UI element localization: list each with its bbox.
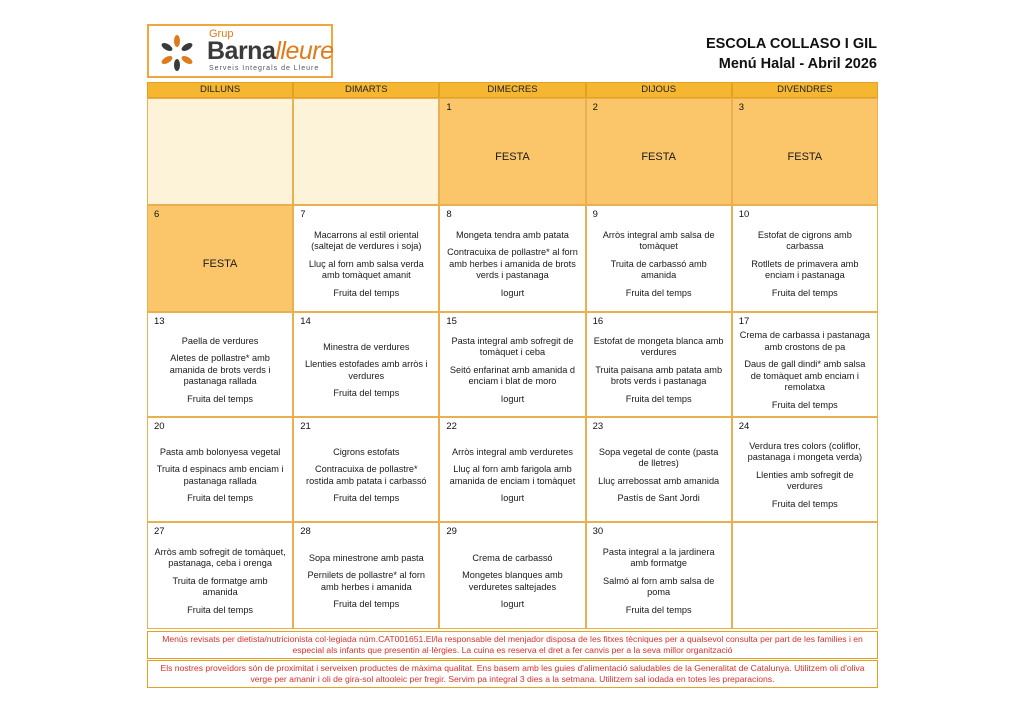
school-name: ESCOLA COLLASO I GIL (705, 36, 877, 52)
dish-item: Estofat de cigrons amb carbassa (757, 229, 852, 252)
day-cell (293, 205, 439, 312)
day-cell (147, 417, 293, 522)
dish-item: Pasta integral amb sofregit de tomàquet i ceba (451, 335, 574, 358)
logo-brand-part1: Barna (207, 37, 276, 65)
day-number: 21 (300, 421, 311, 432)
dish-item: Contracuixa de pollastre* rostida amb patata i carbassó (306, 464, 427, 486)
weekday-header: DIVENDRES (732, 82, 878, 98)
day-cell (147, 312, 293, 417)
dish-item: Fruita del temps (771, 399, 838, 410)
day-cell (293, 417, 439, 522)
day-cell (293, 522, 439, 629)
dish-item: Fruita del temps (625, 287, 692, 298)
day-cell (586, 417, 732, 522)
weekday-header-row (147, 82, 878, 98)
dish-item: Lluç al forn amb salsa verda amb tomàquet amanit (308, 258, 424, 281)
dish-item: Llenties amb sofregit de verdures (756, 469, 854, 492)
dish-item: Cigrons estofats (333, 446, 400, 457)
dish-item: Fruita del temps (333, 388, 400, 398)
dish-item: Iogurt (500, 287, 525, 298)
weekday-header: DILLUNS (147, 82, 293, 98)
dish-item: Arròs amb sofregit de tomàquet, pastanaga, ceba i orenga (154, 546, 286, 569)
empty-cell (732, 522, 878, 629)
dish-item: Salmó al forn amb salsa de poma (602, 575, 715, 598)
day-number: 3 (738, 102, 745, 113)
day-number: 10 (738, 209, 750, 220)
page-title-block (706, 34, 877, 74)
day-number: 28 (300, 526, 311, 537)
dish-item: Fruita del temps (333, 493, 400, 503)
day-number: 20 (154, 421, 165, 432)
day-number: 22 (446, 421, 457, 432)
menu-title: Menú Halal - Abril 2026 (718, 56, 877, 72)
dish-item: Llenties estofades amb arròs i verdures (304, 359, 428, 381)
holiday-label: FESTA (495, 150, 530, 163)
day-number: 27 (154, 526, 165, 537)
dish-item: Truita paisana amb patata amb brots verds i pastanaga (595, 364, 723, 387)
dish-item: Fruita del temps (771, 287, 838, 298)
dish-item: Daus de gall dindi* amb salsa de tomàquet amb enciam i remolatxa (744, 359, 866, 392)
dish-item: Fruita del temps (333, 599, 400, 609)
dish-item: Fruita del temps (625, 604, 692, 615)
dish-item: Iogurt (500, 493, 525, 503)
day-number: 30 (592, 526, 604, 537)
day-number: 17 (738, 316, 750, 327)
dish-item: Fruita del temps (187, 604, 254, 615)
dish-item: Lluç arrebossat amb amanida (598, 475, 720, 486)
weekday-header: DIMECRES (439, 82, 585, 98)
dish-item: Pasta integral a la jardinera amb formatge (602, 546, 715, 569)
menu-calendar (147, 82, 878, 629)
day-number: 2 (592, 102, 598, 113)
barnalleure-logo (147, 24, 333, 78)
dish-item: Sopa minestrone amb pasta (308, 552, 424, 563)
day-cell (439, 522, 585, 629)
day-cell (732, 417, 878, 522)
day-number: 29 (446, 526, 457, 537)
day-cell (293, 312, 439, 417)
weekday-header: DIMARTS (293, 82, 439, 98)
dish-item: Minestra de verdures (323, 341, 410, 352)
holiday-label: FESTA (787, 150, 823, 163)
dish-item: Estofat de mongeta blanca amb verdures (593, 335, 724, 358)
logo-tagline: Serveis Integrals de Lleure (209, 65, 320, 72)
day-number: 15 (446, 316, 457, 327)
dish-item: Paella de verdures (181, 335, 259, 346)
holiday-cell (439, 98, 585, 205)
day-number: 14 (300, 316, 311, 327)
day-cell (439, 417, 585, 522)
dish-item: Macarrons al estil oriental (saltejat de verdures i soja) (311, 229, 422, 252)
day-number: 9 (592, 209, 598, 220)
day-cell (586, 522, 732, 629)
empty-cell (293, 98, 439, 205)
day-number: 8 (446, 209, 452, 220)
dish-item: Arròs integral amb verduretes (451, 446, 573, 457)
calendar-weeks (147, 98, 878, 629)
week-row (147, 417, 878, 522)
dish-item: Truita de carbassó amb amanida (610, 258, 707, 281)
day-number: 24 (738, 421, 750, 432)
logo-brand (207, 37, 334, 65)
weekday-header: DIJOUS (586, 82, 732, 98)
dish-item: Aletes de pollastre* amb amanida de brots verds i pastanaga rallada (169, 353, 271, 387)
dish-item: Mongeta tendra amb patata (456, 229, 569, 240)
day-number: 7 (300, 209, 306, 220)
holiday-label: FESTA (641, 150, 676, 163)
week-row (147, 522, 878, 629)
empty-cell (147, 98, 293, 205)
dish-item: Fruita del temps (187, 393, 254, 404)
dish-item: Truita d espinacs amb enciam i pastanaga rallada (156, 464, 284, 486)
dish-item: Crema de carbassó (472, 552, 553, 563)
dish-item: Iogurt (500, 393, 525, 404)
day-cell (439, 312, 585, 417)
day-cell (732, 205, 878, 312)
flower-logo-icon (155, 32, 205, 72)
day-number: 23 (592, 421, 604, 432)
day-cell (439, 205, 585, 312)
dish-item: Arròs integral amb salsa de tomàquet (602, 229, 715, 252)
holiday-cell (732, 98, 878, 205)
dish-item: Iogurt (500, 599, 525, 609)
dish-item: Rotllets de primavera amb enciam i pastanaga (751, 258, 859, 281)
day-number: 6 (154, 209, 160, 220)
dish-item: Sopa vegetal de conte (pasta de lletres) (598, 446, 719, 468)
day-number: 13 (154, 316, 165, 327)
week-row (147, 205, 878, 312)
dish-item: Verdura tres colors (coliflor, pastanaga i mongeta verda) (747, 440, 863, 463)
dish-item: Fruita del temps (771, 498, 838, 509)
dish-item: Pasta amb bolonyesa vegetal (159, 446, 281, 457)
day-number: 16 (592, 316, 604, 327)
dish-item: Seitó enfarinat amb amanida d enciam i blat de moro (449, 364, 576, 387)
dietitian-note: Menús revisats per dietista/nutricionista col·legiada núm.CAT001651.El/la responsable del menjador disposa de les fitxes tècniques per a qualsevol consulta per part de les families i en especial als infants que presentin al·lèrgies. La cuina es reserva el dret a fer canvis per a la seva millor organització (147, 631, 878, 659)
dish-item: Fruita del temps (333, 287, 400, 298)
dish-item: Pernilets de pollastre* al forn amb herbes i amanida (307, 570, 426, 592)
day-cell (147, 522, 293, 629)
dish-item: Pastís de Sant Jordi (617, 493, 700, 503)
dish-item: Fruita del temps (625, 393, 692, 404)
dish-item: Mongetes blanques amb verduretes saltejades (462, 570, 563, 592)
dish-item: Crema de carbassa i pastanaga amb crostons de pa (739, 330, 870, 352)
day-cell (732, 312, 878, 417)
holiday-cell (147, 205, 293, 312)
dish-item: Lluç al forn amb farigola amb amanida de enciam i tomàquet (449, 464, 576, 486)
holiday-label: FESTA (202, 257, 238, 270)
day-cell (586, 205, 732, 312)
week-row (147, 98, 878, 205)
day-cell (586, 312, 732, 417)
day-number: 1 (446, 102, 452, 113)
dish-item: Fruita del temps (187, 493, 254, 503)
week-row (147, 312, 878, 417)
dish-item: Contracuixa de pollastre* al forn amb herbes i amanida de brots verds i pastanaga (447, 247, 578, 281)
suppliers-note: Els nostres proveïdors són de proximitat i serveixen productes de màxima qualitat. Ens basem amb les guies d'alimentació saludables de la Generalitat de Catalunya. Utilitzem oli d'oliva verge per amanir i oli de gira-sol altooleic per fregir. Servim pa integral 3 dies a la setmana. Utilitzem sal iodada en totes les preparacions. (147, 660, 878, 688)
holiday-cell (586, 98, 732, 205)
logo-small-text: Grup (209, 28, 234, 40)
logo-brand-part2: lleure (275, 37, 334, 65)
dish-item: Truita de formatge amb amanida (172, 575, 268, 598)
